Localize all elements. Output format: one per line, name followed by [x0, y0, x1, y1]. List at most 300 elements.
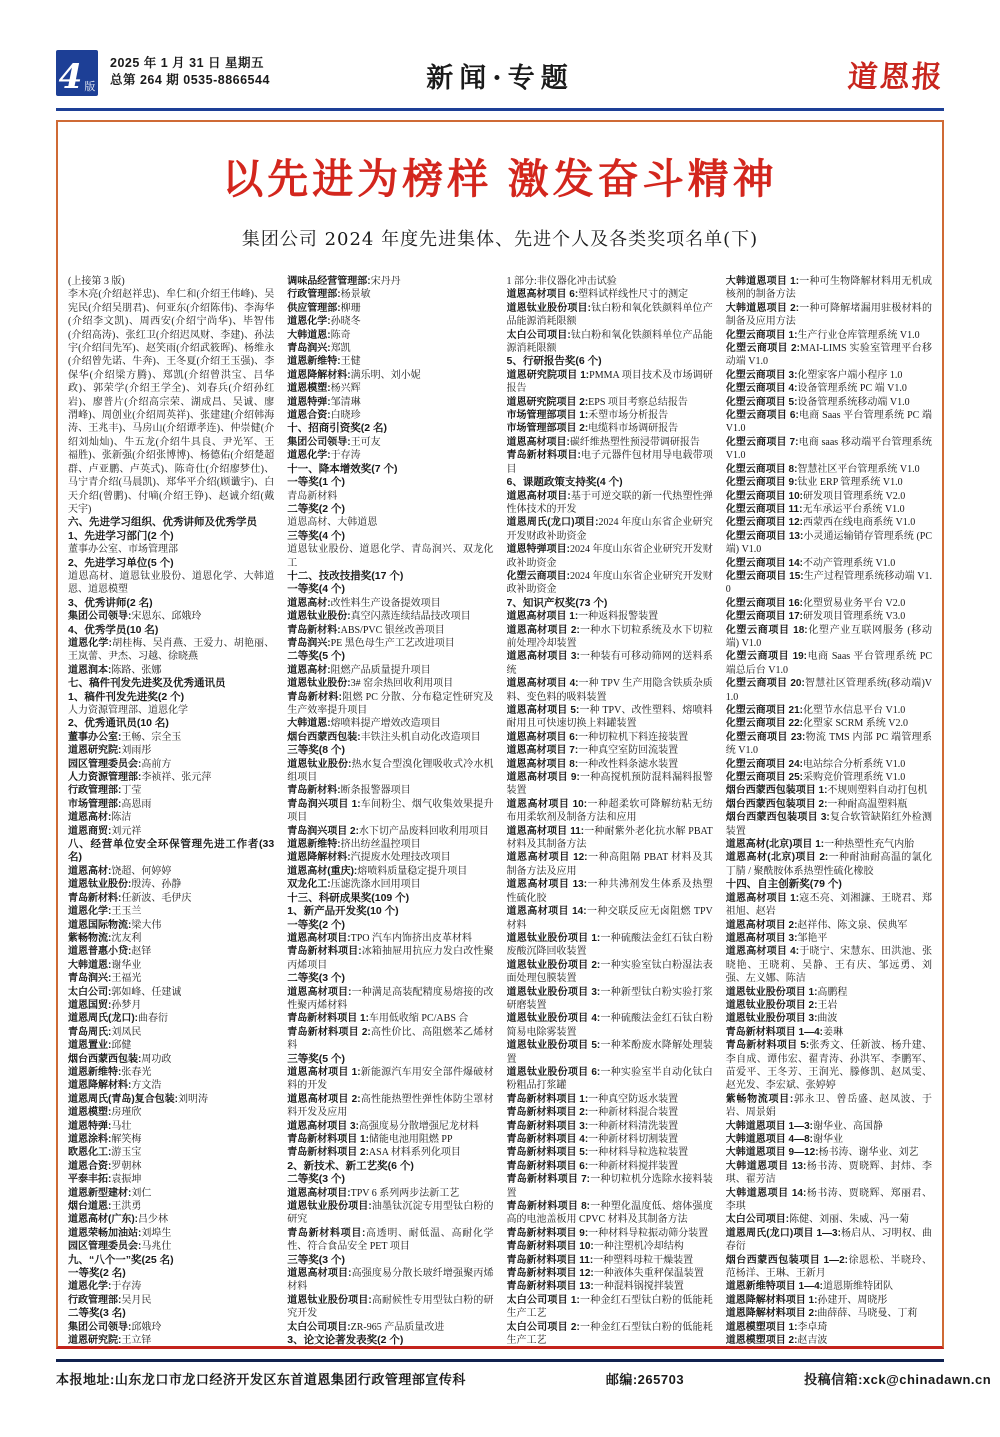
award-entry: 道恩高材项目 9:一种高搅机预防混料漏料报警装置	[506, 772, 713, 797]
award-entry-label: 供应管理部:	[287, 302, 341, 314]
award-entry-label: 大韩道恩:	[68, 959, 112, 971]
award-entry: 道恩研究院:刘雨彤	[68, 745, 152, 757]
section-heading: 八、经营单位安全环保管理先进工作者(33 名)	[68, 838, 275, 864]
award-entry	[68, 1348, 274, 1350]
award-entry-label: 道恩涂料:	[68, 1134, 112, 1145]
section-heading: 十二、技改技措奖(17 个)	[287, 569, 404, 582]
award-entry-label: 道恩合资:	[287, 410, 331, 422]
column-4	[726, 275, 932, 1349]
award-entry-label: 道恩高材项目 5:	[506, 705, 580, 716]
award-entry-label: 太白公司项目 2:	[506, 1321, 580, 1333]
award-entry: 道恩高材项目 11:一种耐紫外老化抗水解 PBAT 材料及其制备方法	[506, 825, 713, 851]
award-entry: 道恩高材(广东):吕少林	[68, 1214, 168, 1226]
award-entry: 道恩降解材料项目 2:曲薛薛、马晓曼、丁莉	[725, 1308, 918, 1320]
award-entry-label: 道恩降解材料项目 1:	[725, 1294, 818, 1306]
award-entry: 青岛新材料项目 1—4:姜琳	[725, 1026, 843, 1038]
award-entry: 化塑云商项目 1:生产行业仓库管理系统 V1.0	[725, 329, 920, 341]
award-entry: 道恩高材项目 2:赵祥伟、陈文泉、侯典军	[725, 919, 908, 931]
award-entry-label: 化塑云商项目:	[506, 570, 570, 582]
award-entry: 太白公司项目:钛白粉和氧化铁颜料单位产品能源消耗限额	[506, 329, 713, 355]
award-list-columns	[68, 275, 932, 1349]
award-entry: 道恩化学:于存涛	[287, 450, 361, 462]
award-entry-label: 青岛新材料:	[287, 624, 341, 636]
award-entry: 道恩高材(北京)项目 2:一种耐油耐高温的氯化丁腈 / 聚酰胺体系热塑性硫化橡胶	[725, 852, 932, 877]
award-entry-label: 化塑云商项目 24:	[725, 758, 803, 770]
award-entry: 化塑云商项目 3:化塑家客户端小程序 1.0	[725, 369, 903, 381]
award-entry-label: 道恩高材项目 11:	[506, 825, 585, 837]
award-entry-label: 道恩高材项目:	[506, 436, 570, 448]
award-entry-label: 道恩周氏(龙口):	[68, 1013, 138, 1025]
award-entry-label: 青岛新材料项目 6:	[506, 1160, 589, 1172]
award-entry-label: 道恩钛业股份:	[287, 678, 351, 690]
award-entry-label: 化塑云商项目 19:	[725, 651, 808, 663]
award-entry	[726, 1348, 932, 1350]
award-entry-label: 道恩高材项目 7:	[506, 745, 579, 757]
award-entry-label: 道恩高材项目:	[287, 986, 352, 998]
award-entry-label: 化塑云商项目 25:	[725, 772, 803, 784]
award-entry-label: 道恩化学:	[68, 637, 112, 649]
award-entry-label: 道恩化学:	[287, 450, 331, 462]
award-entry-label: 化塑云商项目 21:	[725, 705, 803, 716]
award-entry-label: 青岛新材料项目 12:	[506, 1268, 594, 1280]
award-entry-label: 道恩钛业股份项目 2:	[506, 959, 601, 971]
award-entry: 青岛新材料:断条报警器项目	[287, 785, 411, 797]
award-entry: 道恩高材项目 14:一种交联反应无卤阻燃 TPV 材料	[506, 906, 713, 931]
award-entry-label: 道恩高材项目 1:	[506, 611, 579, 623]
list-text: 董事办公室、市场管理部	[68, 544, 178, 556]
award-entry-label: 欧恩化工:	[68, 1147, 112, 1159]
award-entry-label: 烟台道恩:	[68, 1201, 112, 1213]
award-entry-label: 道恩钛业股份项目:	[287, 1294, 372, 1306]
section-heading: 十一、降本增效奖(7 个)	[287, 462, 398, 475]
award-entry: 青岛新材料项目:电子元器件包材用导电载带项目	[506, 450, 713, 475]
award-entry: 道恩周氏(龙口)项目:2024 年度山东省企业研究开发财政补助资金	[506, 517, 713, 542]
award-entry: 董事办公室:王畅、宗全玉	[68, 731, 182, 743]
award-entry: 青岛新材料项目:冰箱抽屉用抗应力发白改性聚丙烯项目	[287, 946, 494, 971]
award-entry-label: 烟台西蒙西包装:	[68, 1053, 142, 1065]
award-entry-label: 道恩高材(北京)项目 2:	[725, 852, 829, 864]
column-1	[68, 275, 274, 1349]
award-entry: 太白公司项目 1:一种金红石型钛白粉的低能耗生产工艺	[506, 1294, 713, 1320]
award-entry-label: 道恩高材项目 2:	[506, 624, 580, 636]
award-entry: 园区管理委员会:马兆仕	[68, 1241, 172, 1253]
award-entry-label: 青岛新材料项目 10:	[506, 1241, 594, 1253]
award-entry: 青岛新材料项目 4:一种新材料切割装置	[506, 1134, 679, 1145]
section-heading: 三等奖(5 个)	[287, 1052, 345, 1065]
list-text: 1 部分:非仪器化冲击试验	[506, 276, 617, 287]
award-entry: 化塑云商项目 20:智慧社区管理系统(移动端)V1.0	[725, 678, 932, 703]
section-heading: 7、知识产权奖(73 个)	[506, 596, 608, 609]
award-entry: 大韩道恩:陈奇	[287, 329, 351, 341]
award-entry-label: 太白公司项目:	[287, 1321, 351, 1333]
award-entry-label: 青岛新材料:	[287, 691, 342, 703]
award-entry-label: 道恩特弹:	[68, 1120, 112, 1132]
award-entry: 大韩道恩项目 13:杨书涛、贾晓辉、封炜、李琪、翟芳洁	[725, 1160, 932, 1186]
award-entry: 烟台道恩:王洪勇	[68, 1201, 142, 1213]
award-entry: 道恩普惠小贷:赵铎	[68, 946, 152, 958]
award-entry: 道恩钛业股份项目:高耐候性专用型钛白粉的研究开发	[287, 1294, 494, 1320]
award-entry: 道恩高材(北京)项目 1:一种热塑性充气内胎	[725, 839, 915, 851]
award-entry: 道恩高材项目 8:一种改性料条滤水装置	[506, 758, 679, 770]
award-entry-label: 集团公司领导:	[287, 436, 351, 448]
award-entry-label: 青岛新材料项目 11:	[506, 1254, 594, 1266]
award-entry-label: 青岛新材料项目 4:	[506, 1134, 589, 1145]
award-entry-label: 道恩钛业股份项目 5:	[506, 1040, 601, 1052]
award-entry-label: 道恩高材项目 6:	[506, 289, 579, 301]
award-entry: 道恩周氏(龙口)项目 1—3:杨启从、习明权、曲春衍	[725, 1227, 932, 1253]
award-entry: 行政管理部:杨景敏	[287, 289, 371, 301]
award-entry: 太白公司项目 2:一种金红石型钛白粉的低能耗生产工艺	[506, 1321, 713, 1347]
section-heading: 3、优秀讲师(2 名)	[68, 596, 153, 609]
award-entry-label: 道恩特弹:	[287, 396, 331, 408]
footer-postcode: 邮编:265703	[605, 1371, 685, 1387]
award-entry: 道恩模塑项目 2:赵吉波	[725, 1335, 828, 1347]
award-entry: 化塑云商项目 14:不动产管理系统 V1.0	[725, 557, 896, 569]
award-entry-label: 调味品经营管理部:	[287, 276, 371, 287]
section-heading: 6、课题政策支持奖(4 个)	[506, 476, 623, 489]
award-entry: 道恩高材项目 1:新能源汽车用安全部件爆破材料的开发	[287, 1066, 494, 1092]
award-entry: 道恩特弹项目:2024 年度山东省企业研究开发财政补助资金	[506, 544, 713, 569]
award-entry: 道恩高材项目:基于可逆交联的新一代热塑性弹性体技术的开发	[506, 490, 713, 515]
award-entry-label: 道恩化学:	[68, 906, 112, 918]
award-entry: 道恩降解材料项目 1:孙建开、周晓彤	[725, 1294, 888, 1306]
award-entry-label: 青岛新材料项目 13:	[506, 1281, 594, 1293]
award-entry-label: 道恩化学:	[287, 316, 331, 328]
award-entry-label: 道恩模塑项目 2:	[725, 1335, 798, 1347]
award-entry-label: 烟台西蒙西包装项目 2:	[725, 798, 828, 810]
section-title: 新闻·专题	[426, 63, 574, 94]
award-entry: 青岛新材料项目 1:车用低收缩 PC/ABS 合	[287, 1013, 469, 1025]
award-entry-label: 行政管理部:	[287, 289, 341, 301]
award-entry-label: 道恩新维特:	[68, 1066, 122, 1078]
award-entry-label: 道恩研究院:	[68, 1335, 122, 1347]
award-entry: 化塑云商项目 7:电商 saas 移动端平台管理系统 V1.0	[725, 436, 932, 462]
award-entry: 青岛新材料项目 8:一种塑化温度低、熔体强度高的电池盖板用 CPVC 材料及其制备方法	[506, 1201, 713, 1226]
award-entry: 道恩合资:白晓珍	[287, 410, 361, 422]
award-entry-label: 道恩钛业股份:	[287, 758, 352, 770]
award-entry: 道恩钛业股份项目 2:王岩	[725, 999, 838, 1011]
award-entry-label: 道恩钛业股份项目:	[506, 302, 591, 314]
award-entry: 化塑云商项目 18:化塑产业互联网服务 (移动端) V1.0	[725, 624, 932, 649]
award-entry-label: 道恩国际物流:	[68, 919, 132, 931]
award-entry-label: 道恩钛业股份项目 2:	[725, 999, 818, 1011]
award-entry: 化塑云商项目 10:研发项目管理系统 V2.0	[725, 490, 906, 502]
award-entry: 化塑云商项目 15:生产过程管理系统移动端 V1.0	[725, 570, 932, 596]
award-entry-label: 道恩置业:	[68, 1040, 112, 1052]
award-entry: 化塑云商项目 6:电商 Saas 平台管理系统 PC 端 V1.0	[725, 410, 932, 435]
award-entry: 道恩高材项目 6:一种切粒机下料连接装置	[506, 731, 689, 743]
award-entry-label: 化塑云商项目 9:	[725, 477, 798, 489]
award-entry-label: 化塑云商项目 1:	[725, 329, 798, 341]
award-entry: 大韩道恩项目 9—12:杨书涛、谢华业、刘艺	[725, 1147, 919, 1159]
award-entry: 道恩新维特:王健	[287, 356, 361, 368]
award-entry-label: 化塑云商项目 14:	[725, 557, 803, 569]
award-entry: 道恩高材项目:高强度易分散长玻纤增强聚丙烯材料	[287, 1268, 494, 1293]
award-entry-label: 平泰丰拓:	[68, 1174, 112, 1186]
award-entry: 道恩钛业股份项目 3:曲波	[725, 1013, 838, 1025]
award-entry: 烟台西蒙西包装:丰铁注头机自动化改造项目	[287, 731, 481, 743]
award-entry: 青岛新材料项目 2:ASA 材料系列化项目	[287, 1147, 461, 1159]
list-text: 道恩高材、大韩道恩	[287, 517, 378, 529]
award-entry: 道恩高材项目 6:塑料试样线性尺寸的测定	[506, 289, 689, 301]
award-entry: 大韩道恩项目 1:一种可生物降解材料用无机成核剂的制备方法	[725, 276, 932, 301]
award-entry: 青岛新材料:ABS/PVC 银丝改善项目	[287, 624, 445, 636]
award-entry: 化塑云商项目 19:电商 Saas 平台管理系统 PC 端总后台 V1.0	[725, 651, 932, 676]
list-text: 人力资源管理部、道恩化学	[68, 705, 188, 716]
award-entry-label: 道恩润本:	[68, 664, 112, 676]
award-entry: 道恩钛业股份:3# 窑余热回收利用项目	[287, 678, 454, 690]
award-entry-label: 青岛新材料:	[287, 785, 341, 797]
award-entry: 大韩道恩:谢华业	[68, 959, 142, 971]
award-entry-label: 青岛新材料项目:	[287, 1227, 366, 1239]
award-entry: 道恩涂料:解笑梅	[68, 1134, 142, 1145]
award-entry: 化塑云商项目 21:化塑节水信息平台 V1.0	[725, 705, 906, 716]
award-entry-label: 道恩商贸:	[68, 825, 112, 837]
award-entry-label: 道恩高材项目:	[506, 490, 571, 502]
award-entry-label: 青岛润兴项目 1:	[287, 798, 361, 810]
award-entry-label: 化塑云商项目 13:	[725, 530, 804, 542]
award-entry: 青岛新材料项目:高透明、耐低温、高耐化学性、符合食品安全 PET 项目	[287, 1227, 494, 1253]
award-entry: 平泰丰拓:袁振坤	[68, 1174, 142, 1186]
award-entry: 青岛新材料项目 13:一种混料锅搅拌装置	[506, 1281, 684, 1293]
award-entry: 行政管理部:吴月民	[68, 1294, 152, 1306]
award-entry-label: 道恩新维特:	[287, 356, 341, 368]
list-text	[287, 1348, 493, 1350]
award-entry	[507, 1348, 713, 1350]
award-entry: 道恩润本:陈路、张娜	[68, 664, 162, 676]
award-entry: 紫畅物流:沈友利	[68, 932, 142, 944]
award-entry-label: 行政管理部:	[68, 1294, 122, 1306]
section-heading: 七、稿件刊发先进奖及优秀通讯员	[68, 677, 226, 690]
award-entry: 道恩化学:于存涛	[68, 1281, 142, 1293]
award-entry: 道恩钛业股份项目:钛白粉和氧化铁颜料单位产品能源消耗限额	[506, 302, 713, 328]
award-entry: 供应管理部:柳珊	[287, 302, 361, 314]
award-entry: 化塑云商项目 23:物流 TMS 内部 PC 端管理系统 V1.0	[725, 731, 932, 757]
award-entry: 道恩钛业股份:热水复合型溴化锂吸收式冷水机组项目	[287, 758, 494, 784]
award-entry-label: 青岛新材料项目 1—4:	[725, 1026, 823, 1038]
award-entry-label: 青岛新材料项目:	[506, 450, 581, 462]
award-entry-label: 道恩高材项目 8:	[506, 758, 579, 770]
list-text: 道恩钛业股份、道恩化学、青岛润兴、双龙化工	[287, 544, 494, 569]
award-entry-label: 大韩道恩项目 9—12:	[725, 1147, 819, 1159]
award-entry: 道恩模塑:房瑾欣	[68, 1107, 142, 1119]
award-entry-label: 道恩降解材料:	[287, 369, 351, 381]
award-entry: 化塑云商项目:2024 年度山东省企业研究开发财政补助资金	[506, 570, 713, 596]
award-entry: 青岛润兴项目 1:车间粉尘、烟气收集效果提升项目	[287, 798, 494, 824]
award-entry-label: 大韩道恩项目 13:	[725, 1160, 807, 1172]
section-heading: 一等奖(4 个)	[287, 583, 345, 596]
award-entry-label	[726, 1349, 798, 1350]
award-entry-label: 道恩高材项目 4:	[506, 678, 579, 690]
page-number-unit: 版	[84, 81, 96, 93]
award-entry: 道恩化学:王玉兰	[68, 906, 142, 918]
award-entry-label: 化塑云商项目 22:	[725, 718, 803, 730]
award-entry-label: 道恩高材项目 4:	[725, 946, 800, 958]
award-entry: 道恩钛业股份项目 1:高鹏程	[725, 986, 848, 998]
award-entry-label: 紫畅物流项目:	[725, 1093, 794, 1105]
award-entry-label: 市场管理部项目 2:	[506, 423, 589, 435]
award-entry: 道恩新维特:张春光	[68, 1066, 152, 1078]
award-entry-label: 大韩道恩项目 1—3:	[725, 1120, 813, 1132]
award-entry: 道恩高材项目:TPO 汽车内饰挤出皮革材料	[287, 932, 472, 944]
award-entry: 紫畅物流项目:郭永卫、曾岳盛、赵凤波、于岩、周景娟	[725, 1093, 932, 1119]
section-heading: 一等奖(2 名)	[68, 1267, 126, 1280]
award-entry: 道恩高材项目:一种满足高装配精度易熔接的改性聚丙烯材料	[287, 986, 494, 1011]
award-entry: 市场管理部:高恩雨	[68, 798, 152, 810]
award-entry: 道恩模塑项目 1:李卓琦	[725, 1321, 828, 1333]
award-entry-label: 太白公司:	[68, 986, 112, 998]
award-entry: 道恩置业:邱健	[68, 1040, 132, 1052]
award-entry-label: 青岛润兴:	[68, 973, 112, 985]
award-entry-label: 青岛新材料项目 1:	[287, 1134, 369, 1145]
award-entry: 青岛新材料项目 1:储能电池用阻燃 PP	[287, 1134, 453, 1145]
award-entry-label: 道恩高材项目 1:	[287, 1066, 361, 1078]
section-heading: 1、稿件刊发先进奖(2 个)	[68, 690, 185, 703]
award-entry: 化塑云商项目 16:化塑贸易业务平台 V2.0	[725, 597, 906, 609]
award-entry: 道恩化学:胡桂梅、吴肖燕、王爱力、胡艳丽、王岚蕾、尹杰、习越、徐晓燕	[68, 637, 275, 663]
section-heading: 十四、自主创新奖(79 个)	[725, 878, 842, 891]
award-entry-label: 董事办公室:	[68, 731, 122, 743]
award-entry-label: 化塑云商项目 3:	[725, 369, 798, 381]
award-entry-label: 青岛润兴项目 2:	[287, 825, 359, 837]
award-entry: 道恩高材项目:TPV 6 系列两步法新工艺	[287, 1187, 460, 1199]
award-entry: 道恩商贸:刘元祥	[68, 825, 142, 837]
award-entry: 化塑云商项目 22:化塑家 SCRM 系统 V2.0	[725, 718, 908, 730]
section-heading: 一等奖(1 个)	[287, 476, 345, 489]
award-entry-label: 青岛润兴:	[287, 343, 331, 355]
award-entry: 行政管理部:丁莹	[68, 785, 142, 797]
award-entry: 青岛润兴项目 2:水下切产品废料回收利用项目	[287, 825, 489, 837]
award-entry-label: 道恩降解材料:	[287, 852, 351, 864]
award-entry-label: 青岛新材料项目 1:	[287, 1013, 369, 1025]
section-heading: 5、行研报告奖(6 个)	[506, 355, 602, 368]
award-entry-label: 烟台西蒙西包装项目 1:	[725, 785, 828, 797]
award-entry-label: 青岛新材料项目:	[287, 946, 362, 958]
award-entry-label: 道恩高材项目 2:	[725, 919, 798, 931]
article-frame	[56, 120, 944, 1349]
section-heading: 二等奖(3 个)	[287, 972, 345, 985]
award-entry-label: 烟台西蒙西包装:	[287, 731, 361, 743]
award-entry: 道恩新维特:挤出纺丝温控项目	[287, 839, 421, 851]
award-entry-label: 化塑云商项目 15:	[725, 570, 804, 582]
award-entry-label: 道恩高材:	[287, 664, 331, 676]
award-entry: 道恩高材项目:碳纤维热塑性预浸带调研报告	[506, 436, 700, 448]
masthead-logo: 道恩报	[846, 60, 945, 95]
award-entry: 青岛润兴:PE 黑色母生产工艺改进项目	[287, 637, 455, 649]
award-entry-label: 青岛新材料:	[68, 892, 122, 904]
column-3	[507, 275, 713, 1349]
award-entry: 道恩钛业股份项目 3:一种新型钛白粉实验打浆研磨装置	[506, 986, 713, 1011]
section-heading: 二等奖(2 个)	[287, 502, 345, 515]
award-entry-label: 道恩合资:	[68, 1160, 112, 1172]
award-entry: 青岛新材料项目 2:高性价比、高阻燃苯乙烯材料	[287, 1026, 494, 1052]
award-entry-label: 道恩高材项目 10:	[506, 798, 588, 810]
award-entry-label: 化塑云商项目 18:	[725, 624, 808, 636]
award-entry-label: 集团公司领导:	[68, 611, 132, 623]
award-entry-label: 道恩降解材料项目 2:	[725, 1308, 818, 1320]
award-entry: 化塑云商项目 11:无车承运平台系统 V1.0	[725, 503, 905, 515]
award-entry: 道恩高材项目 12:一种高阻隔 PBAT 材料及其制备方法及应用	[506, 852, 713, 877]
award-entry-label: 大韩道恩项目 1:	[725, 276, 800, 287]
award-entry: 太白公司项目:ZR-965 产品质量改进	[287, 1321, 445, 1333]
award-entry: 道恩高材项目 10:一种超柔软可降解纺粘无纺布用柔软剂及制备方法和应用	[506, 798, 713, 824]
award-entry-label: 道恩钛业股份项目 1:	[506, 932, 601, 944]
award-entry-label: 道恩高材项目:	[287, 1268, 352, 1280]
award-entry: 道恩研究院项目 2:EPS 项目考察总结报告	[506, 396, 688, 408]
award-entry-label: 道恩钛业股份项目 3:	[725, 1013, 818, 1025]
award-entry-label: 园区管理委员会:	[68, 758, 142, 770]
award-entry-label: 道恩降解材料:	[68, 1080, 132, 1092]
award-entry-label: 化塑云商项目 16:	[725, 597, 803, 609]
award-entry: 双龙化工:压滤洗涤水回用项目	[287, 879, 421, 891]
section-heading: 三等奖(8 个)	[287, 744, 345, 757]
award-entry-label: 大韩道恩项目 4—8:	[725, 1134, 813, 1145]
award-entry: 化塑云商项目 13:小灵通运输销存管理系统 (PC 端) V1.0	[725, 530, 932, 556]
award-entry-label: 青岛新材料项目 9:	[506, 1227, 589, 1239]
award-entry: 集团公司领导:王可友	[287, 436, 381, 448]
award-entry-label: 道恩周氏(龙口)项目:	[506, 517, 599, 529]
award-entry: 道恩钛业股份项目 6:一种实验室半自动化钛白粉粗品打浆罐	[506, 1066, 713, 1092]
award-entry: 青岛新材料项目 1:一种真空防返水装置	[506, 1093, 679, 1105]
award-entry: 道恩高材项目 4:一种 TPV 生产用隐含铁质杂质料、变色料的吸料装置	[506, 678, 713, 703]
award-entry-label: 道恩钛业股份项目 3:	[506, 986, 601, 998]
list-text: 李木亮(介绍赵祥忠)、牟仁和(介绍王伟峰)、吴宪民(介绍吴朋君)、何亚东(介绍陈伟)、李海华(介绍李文凯)、周西安(介绍宁尚华)、毕智伟(介绍高涛)、张红卫(介绍迟凤财、李建)、孙法宇(介绍闫先军)、赵笑雨(介绍武筱晖)、杨维永(介绍曾先诺、牛奔)、王冬夏(介绍王玉强)、李保华(介绍梁方腾)、郑凯(介绍曾洪宝、吕华政)、郭荣学(介绍王学全)、刘春兵(介绍孙红岩)、廖普片(介绍高宗荣、湖成昌、吴诚、廖渭峰)、周创业(介绍周英祥)、张建建(介绍韩海涛、王兆丰)、马房山(介绍谭孝连)、仲崇健(介绍刘灿灿)、牛五龙(介绍牛具良、尹光军、王福胜)、张新强(介绍张博博)、杨德佑(介绍楚超群、卢亚鹏、卢英式)、陈奇仕(介绍廖梦仕)、马宁青介绍(马晨凯)、郑华平介绍(顾谶宇)、白天介绍(曾鹏)、付嘀(介绍王铮)、赵诚介绍(戴天宇)	[68, 289, 275, 515]
section-heading: 三等奖(3 个)	[287, 1253, 345, 1266]
award-entry-label: 化塑云商项目 17:	[725, 611, 803, 623]
section-heading: 4、优秀学员(10 名)	[68, 623, 159, 636]
award-entry-label: 道恩高材:	[287, 597, 331, 609]
award-entry-label: 太白公司项目:	[725, 1214, 790, 1226]
award-entry-label: 集团公司领导:	[68, 1321, 132, 1333]
award-entry-label: 道恩高材项目 3:	[287, 1120, 359, 1132]
award-entry-label: 化塑云商项目 5:	[725, 396, 798, 408]
award-entry-label: 青岛新材料项目 7:	[506, 1174, 591, 1186]
list-text: 道恩高材、道恩钛业股份、道恩化学、大韩道恩、道恩模塑	[68, 570, 275, 596]
award-entry-label	[507, 1349, 580, 1350]
award-entry-label: 烟台西蒙西包装项目 3:	[725, 812, 830, 824]
award-entry-label: 化塑云商项目 6:	[725, 410, 799, 422]
award-entry-label: 道恩钛业股份:	[68, 879, 132, 891]
award-entry-label: 行政管理部:	[68, 785, 122, 797]
award-entry: 道恩钛业股份项目 2:一种实验室钛白粉湿法表面处理包膜装置	[506, 959, 713, 985]
award-entry: 青岛新材料项目 10:一种注塑机冷却结构	[506, 1241, 684, 1253]
award-entry: 欧恩化工:游玉宝	[68, 1147, 142, 1159]
award-entry: 青岛新材料项目 12:一种液体失重秤保温装置	[506, 1268, 704, 1280]
award-entry-label: 青岛周氏:	[68, 1026, 112, 1038]
page-footer	[56, 1369, 992, 1388]
award-entry: 青岛新材料项目 3:一种新材料清洗装置	[506, 1120, 679, 1132]
award-entry: 集团公司领导:邱娥玲	[68, 1321, 162, 1333]
award-entry-label: 园区管理委员会:	[68, 1241, 142, 1253]
award-entry-label: 道恩模塑:	[287, 383, 331, 395]
award-entry: 道恩国贸:孙梦月	[68, 999, 142, 1011]
award-entry: 烟台西蒙西包装项目 3:复合软管缺陷红外检测装置	[725, 812, 932, 837]
award-entry-label: 青岛新材料项目 2:	[506, 1107, 589, 1119]
award-entry-label: 道恩高材项目 1:	[725, 892, 800, 904]
award-entry-label: 青岛新材料项目 3:	[506, 1120, 589, 1132]
award-entry: 青岛新材料项目 9:一种材料导粒振动筛分装置	[506, 1227, 709, 1239]
award-entry-label: 道恩荣畅加油站:	[68, 1227, 142, 1239]
award-entry: 化塑云商项目 24:电站综合分析系统 V1.0	[725, 758, 906, 770]
award-entry: 青岛新材料项目 5:张秀文、任新波、杨升建、李自成、谭伟宏、翟青涛、孙洪军、李鹏军、苗爱平、王冬芳、王润光、滕修凯、赵凤雯、赵光发、李宏斌、张婷婷	[725, 1040, 932, 1092]
award-entry-label: 双龙化工:	[287, 879, 331, 891]
award-entry: 道恩降解材料:方文浩	[68, 1080, 162, 1092]
award-entry: 道恩钛业股份项目 1:一种硫酸法金红石钛白粉废酸沉降回收装置	[506, 932, 713, 958]
section-heading: 三等奖(4 个)	[287, 529, 345, 542]
award-entry: 化塑云商项目 8:智慧社区平台管理系统 V1.0	[725, 463, 920, 475]
award-entry: 道恩化学:孙晓冬	[287, 316, 361, 328]
award-entry-label: 化塑云商项目 7:	[725, 436, 799, 448]
